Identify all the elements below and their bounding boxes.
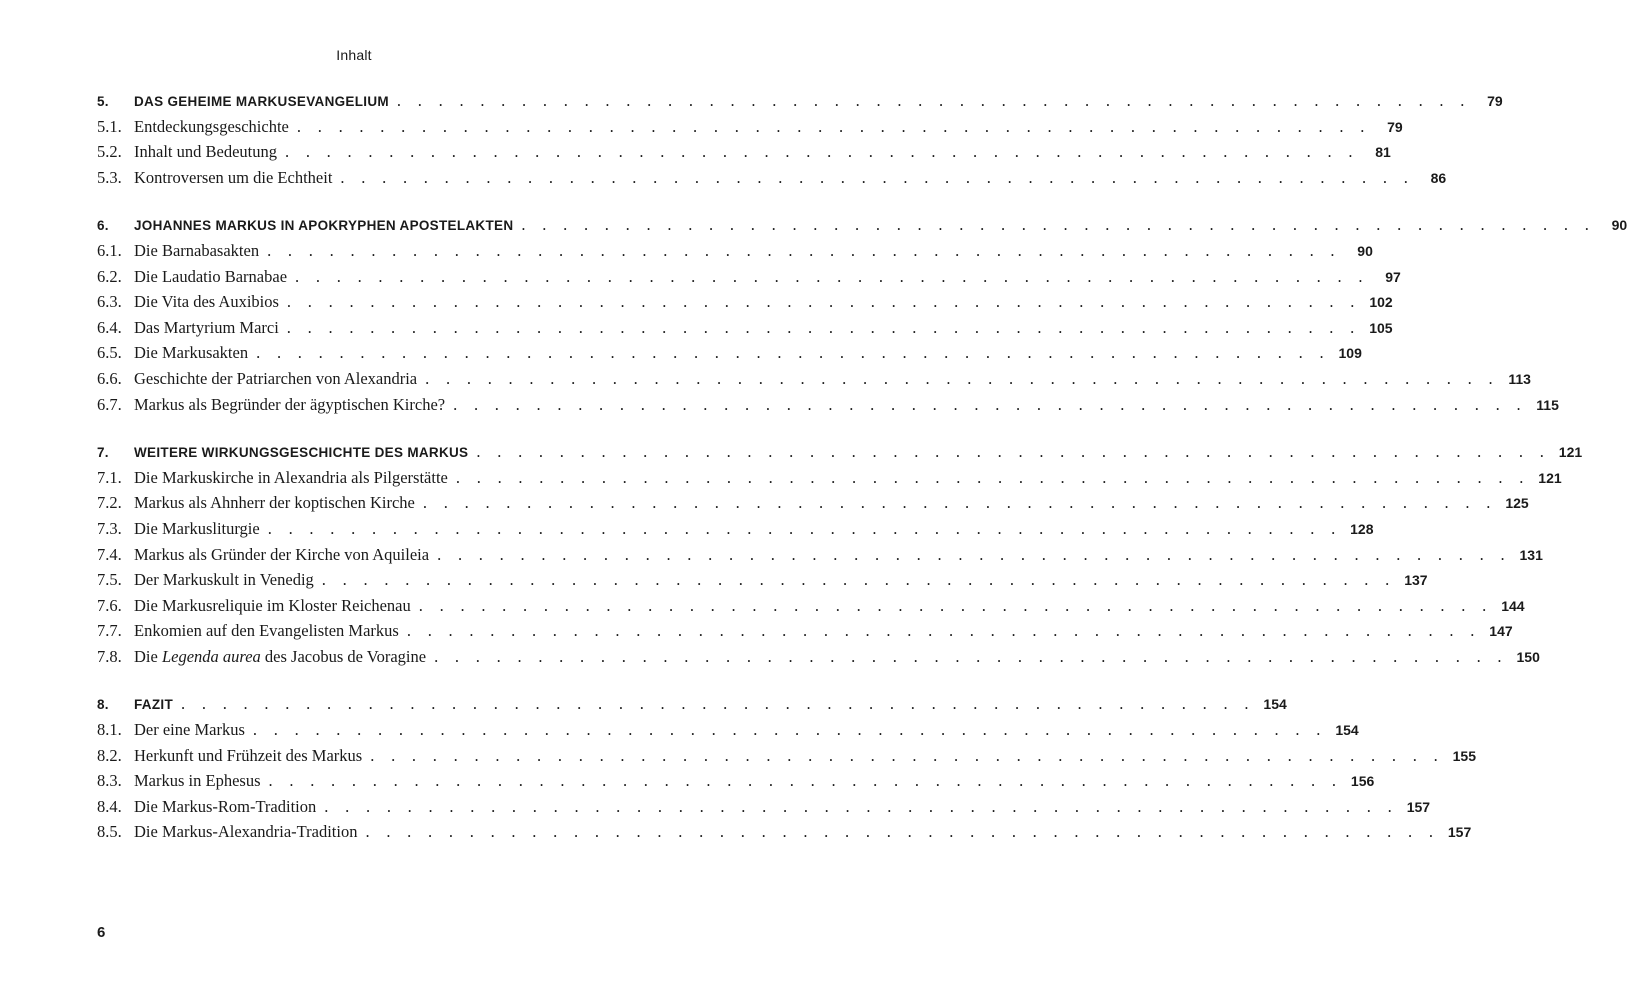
toc-entry-6-4[interactable] [97, 315, 1393, 341]
entry-number: 7.1. [97, 467, 122, 487]
dot-leader: . . . . . . . . . . . . . . . . . . . . . . . . . . . . . . . . . . . . . . . . . . . . . . . . . . . . [252, 720, 1327, 740]
page-number: 137 [1404, 572, 1428, 589]
chapter-title: FAZIT [134, 697, 173, 713]
entry-title: Enkomien auf den Evangelisten Markus [134, 621, 399, 641]
dot-leader: . . . . . . . . . . . . . . . . . . . . . . . . . . . . . . . . . . . . . . . . . . . . . . . . . . . . [181, 694, 1255, 714]
toc-entry-6-2[interactable] [97, 264, 1401, 290]
dot-leader: . . . . . . . . . . . . . . . . . . . . . . . . . . . . . . . . . . . . . . . . . . . . . . . . . . . . [422, 493, 1497, 513]
toc-section-6 [97, 212, 1627, 417]
entry-number: 5.2. [97, 142, 122, 162]
toc-entry-8-1[interactable] [97, 717, 1359, 743]
entry-title: Die Laudatio Barnabae [134, 266, 288, 286]
entry-number: 8.4. [97, 796, 122, 816]
page-number: 150 [1516, 648, 1540, 665]
toc-entry-8-5[interactable] [97, 819, 1472, 845]
entry-number: 8.2. [97, 745, 122, 765]
page-number: 102 [1369, 294, 1393, 311]
page-number: 155 [1452, 747, 1476, 764]
toc-section-7 [97, 439, 1583, 669]
entry-title: Die Markus-Alexandria-Tradition [134, 822, 358, 842]
toc-chapter-7[interactable] [97, 439, 1583, 465]
toc-entry-5-2[interactable] [97, 139, 1391, 165]
entry-title: Geschichte der Patriarchen von Alexandria [134, 368, 418, 388]
entry-number: 7.6. [97, 595, 122, 615]
entry-title [134, 644, 426, 670]
chapter-number: 7. [97, 445, 109, 461]
table-of-contents [97, 88, 1627, 867]
running-head: Inhalt [336, 47, 372, 63]
toc-entry-7-8[interactable] [97, 644, 1540, 670]
toc-entry-7-3[interactable] [97, 516, 1374, 542]
folio-page-number: 6 [97, 924, 106, 941]
entry-title: Die Markuskirche in Alexandria als Pilgerstätte [134, 467, 448, 487]
page-number: 131 [1519, 546, 1543, 563]
toc-entry-6-5[interactable] [97, 340, 1362, 366]
toc-chapter-5[interactable] [97, 88, 1503, 114]
chapter-number: 5. [97, 94, 109, 109]
entry-number: 8.1. [97, 720, 122, 740]
dot-leader: . . . . . . . . . . . . . . . . . . . . . . . . . . . . . . . . . . . . . . . . . . . . . . . . . . . . [453, 394, 1527, 414]
entry-title: Kontroversen um die Echtheit [134, 167, 333, 187]
toc-section-5 [97, 88, 1503, 190]
toc-entry-7-7[interactable] [97, 618, 1513, 644]
entry-number: 6.1. [97, 240, 122, 260]
chapter-title: DAS GEHEIME MARKUSEVANGELIUM [134, 94, 389, 109]
dot-leader: . . . . . . . . . . . . . . . . . . . . . . . . . . . . . . . . . . . . . . . . . . . . . . . . . . . . [284, 142, 1359, 162]
dot-leader: . . . . . . . . . . . . . . . . . . . . . . . . . . . . . . . . . . . . . . . . . . . . . . . . . . . . [324, 796, 1399, 816]
entry-number: 6.6. [97, 368, 122, 388]
entry-title: Markus in Ephesus [134, 771, 261, 791]
page-number: 156 [1350, 773, 1375, 790]
toc-section-8 [97, 691, 1476, 845]
dot-leader: . . . . . . . . . . . . . . . . . . . . . . . . . . . . . . . . . . . . . . . . . . . . . . . . . . . . [321, 570, 1396, 590]
entry-number: 8.3. [97, 771, 122, 791]
page-number: 109 [1338, 345, 1362, 362]
dot-leader: . . . . . . . . . . . . . . . . . . . . . . . . . . . . . . . . . . . . . . . . . . . . . . . . . . . . [268, 771, 1343, 791]
page-number: 90 [1357, 242, 1373, 259]
toc-chapter-6[interactable] [97, 212, 1627, 238]
dot-leader: . . . . . . . . . . . . . . . . . . . . . . . . . . . . . . . . . . . . . . . . . . . . . . . . . . . . [286, 317, 1361, 337]
dot-leader: . . . . . . . . . . . . . . . . . . . . . . . . . . . . . . . . . . . . . . . . . . . . . . . . . . . . [521, 215, 1596, 235]
entry-number: 6.7. [97, 394, 122, 414]
toc-entry-7-1[interactable] [97, 465, 1562, 491]
toc-entry-8-4[interactable] [97, 794, 1431, 820]
dot-leader: . . . . . . . . . . . . . . . . . . . . . . . . . . . . . . . . . . . . . . . . . . . . . . . . . . . . [425, 368, 1499, 388]
entry-title: Die Markusreliquie im Kloster Reichenau [134, 595, 411, 615]
dot-leader: . . . . . . . . . . . . . . . . . . . . . . . . . . . . . . . . . . . . . . . . . . . . . . . . . . . . [296, 116, 1371, 136]
entry-number: 6.5. [97, 343, 122, 363]
toc-entry-7-5[interactable] [97, 567, 1428, 593]
entry-number: 7.4. [97, 544, 122, 564]
entry-title: Inhalt und Bedeutung [134, 142, 277, 162]
entry-number: 5.3. [97, 167, 122, 187]
dot-leader: . . . . . . . . . . . . . . . . . . . . . . . . . . . . . . . . . . . . . . . . . . . . . . . . . . . . [434, 646, 1508, 666]
page-number: 147 [1489, 623, 1513, 640]
dot-leader: . . . . . . . . . . . . . . . . . . . . . . . . . . . . . . . . . . . . . . . . . . . . . . . . . . . . [396, 91, 1471, 110]
page-number: 105 [1369, 319, 1393, 336]
toc-entry-7-4[interactable] [97, 542, 1543, 568]
entry-number: 6.4. [97, 317, 122, 337]
entry-title: Der Markuskult in Venedig [134, 570, 314, 590]
dot-leader: . . . . . . . . . . . . . . . . . . . . . . . . . . . . . . . . . . . . . . . . . . . . . . . . . . . . [418, 595, 1493, 615]
chapter-number: 8. [97, 697, 109, 713]
page-number: 157 [1447, 824, 1472, 841]
page-number: 157 [1406, 798, 1431, 815]
page-number: 90 [1611, 217, 1627, 234]
entry-title-prefix: Die [134, 646, 162, 666]
dot-leader: . . . . . . . . . . . . . . . . . . . . . . . . . . . . . . . . . . . . . . . . . . . . . . . . . . . . [365, 822, 1440, 842]
entry-title: Herkunft und Frühzeit des Markus [134, 745, 363, 765]
dot-leader: . . . . . . . . . . . . . . . . . . . . . . . . . . . . . . . . . . . . . . . . . . . . . . . . . . . . [295, 266, 1369, 286]
toc-entry-6-3[interactable] [97, 289, 1393, 315]
toc-entry-8-2[interactable] [97, 743, 1476, 769]
dot-leader: . . . . . . . . . . . . . . . . . . . . . . . . . . . . . . . . . . . . . . . . . . . . . . . . . . . . [455, 467, 1530, 487]
page-number: 121 [1538, 469, 1562, 486]
entry-number: 5.1. [97, 116, 122, 136]
page-number: 154 [1335, 722, 1359, 739]
dot-leader: . . . . . . . . . . . . . . . . . . . . . . . . . . . . . . . . . . . . . . . . . . . . . . . . . . . . [437, 544, 1511, 564]
entry-number: 7.8. [97, 646, 122, 666]
entry-title: Die Markusakten [134, 343, 249, 363]
toc-entry-7-6[interactable] [97, 593, 1525, 619]
toc-entry-6-6[interactable] [97, 366, 1531, 392]
entry-number: 7.7. [97, 621, 122, 641]
dot-leader: . . . . . . . . . . . . . . . . . . . . . . . . . . . . . . . . . . . . . . . . . . . . . . . . . . . . [476, 442, 1551, 462]
page-number: 86 [1430, 169, 1447, 186]
entry-title-suffix: des Jacobus de Voragine [260, 646, 427, 666]
page-number: 79 [1487, 93, 1503, 109]
page-number: 121 [1558, 444, 1583, 461]
entry-number: 6.3. [97, 292, 122, 312]
chapter-title: JOHANNES MARKUS IN APOKRYPHEN APOSTELAKTEN [134, 218, 514, 234]
chapter-title: WEITERE WIRKUNGSGESCHICHTE DES MARKUS [134, 445, 469, 461]
toc-entry-8-3[interactable] [97, 768, 1375, 794]
dot-leader: . . . . . . . . . . . . . . . . . . . . . . . . . . . . . . . . . . . . . . . . . . . . . . . . . . . . [286, 292, 1361, 312]
entry-number: 8.5. [97, 822, 122, 842]
page-number: 125 [1505, 495, 1529, 512]
entry-number: 7.2. [97, 493, 122, 513]
entry-title: Markus als Begründer der ägyptischen Kirche? [134, 394, 446, 414]
page-number: 79 [1387, 118, 1403, 135]
dot-leader: . . . . . . . . . . . . . . . . . . . . . . . . . . . . . . . . . . . . . . . . . . . . . . . . . . . . [406, 621, 1481, 641]
entry-title: Entdeckungsgeschichte [134, 116, 289, 136]
toc-entry-5-1[interactable] [97, 114, 1403, 140]
page-number: 144 [1501, 597, 1525, 614]
entry-number: 6.2. [97, 266, 122, 286]
toc-chapter-8[interactable] [97, 691, 1287, 717]
toc-entry-5-3[interactable] [97, 165, 1447, 191]
entry-title: Markus als Ahnherr der koptischen Kirche [134, 493, 415, 513]
dot-leader: . . . . . . . . . . . . . . . . . . . . . . . . . . . . . . . . . . . . . . . . . . . . . . . . . . . . [256, 343, 1330, 363]
entry-title: Die Markusliturgie [134, 518, 260, 538]
page-number: 154 [1263, 696, 1287, 713]
toc-entry-6-1[interactable] [97, 238, 1373, 264]
entry-title-italic: Legenda aurea [161, 646, 261, 666]
entry-title: Das Martyrium Marci [134, 317, 279, 337]
page-number: 115 [1536, 396, 1559, 413]
entry-title: Die Markus-Rom-Tradition [134, 796, 317, 816]
dot-leader: . . . . . . . . . . . . . . . . . . . . . . . . . . . . . . . . . . . . . . . . . . . . . . . . . . . . [267, 518, 1342, 538]
dot-leader: . . . . . . . . . . . . . . . . . . . . . . . . . . . . . . . . . . . . . . . . . . . . . . . . . . . . [267, 240, 1341, 260]
entry-title: Der eine Markus [134, 720, 245, 740]
toc-entry-6-7[interactable] [97, 392, 1559, 418]
toc-entry-7-2[interactable] [97, 490, 1529, 516]
entry-number: 7.5. [97, 570, 122, 590]
chapter-number: 6. [97, 218, 109, 234]
entry-number: 7.3. [97, 518, 122, 538]
entry-title: Die Vita des Auxibios [134, 292, 279, 312]
page-number: 128 [1350, 520, 1374, 537]
page-number: 113 [1508, 370, 1531, 387]
entry-title: Die Barnabasakten [134, 240, 260, 260]
dot-leader: . . . . . . . . . . . . . . . . . . . . . . . . . . . . . . . . . . . . . . . . . . . . . . . . . . . . [340, 167, 1415, 187]
entry-title: Markus als Gründer der Kirche von Aquileia [134, 544, 430, 564]
page-number: 81 [1375, 144, 1391, 161]
page-number: 97 [1385, 268, 1401, 285]
dot-leader: . . . . . . . . . . . . . . . . . . . . . . . . . . . . . . . . . . . . . . . . . . . . . . . . . . . . [370, 745, 1444, 765]
